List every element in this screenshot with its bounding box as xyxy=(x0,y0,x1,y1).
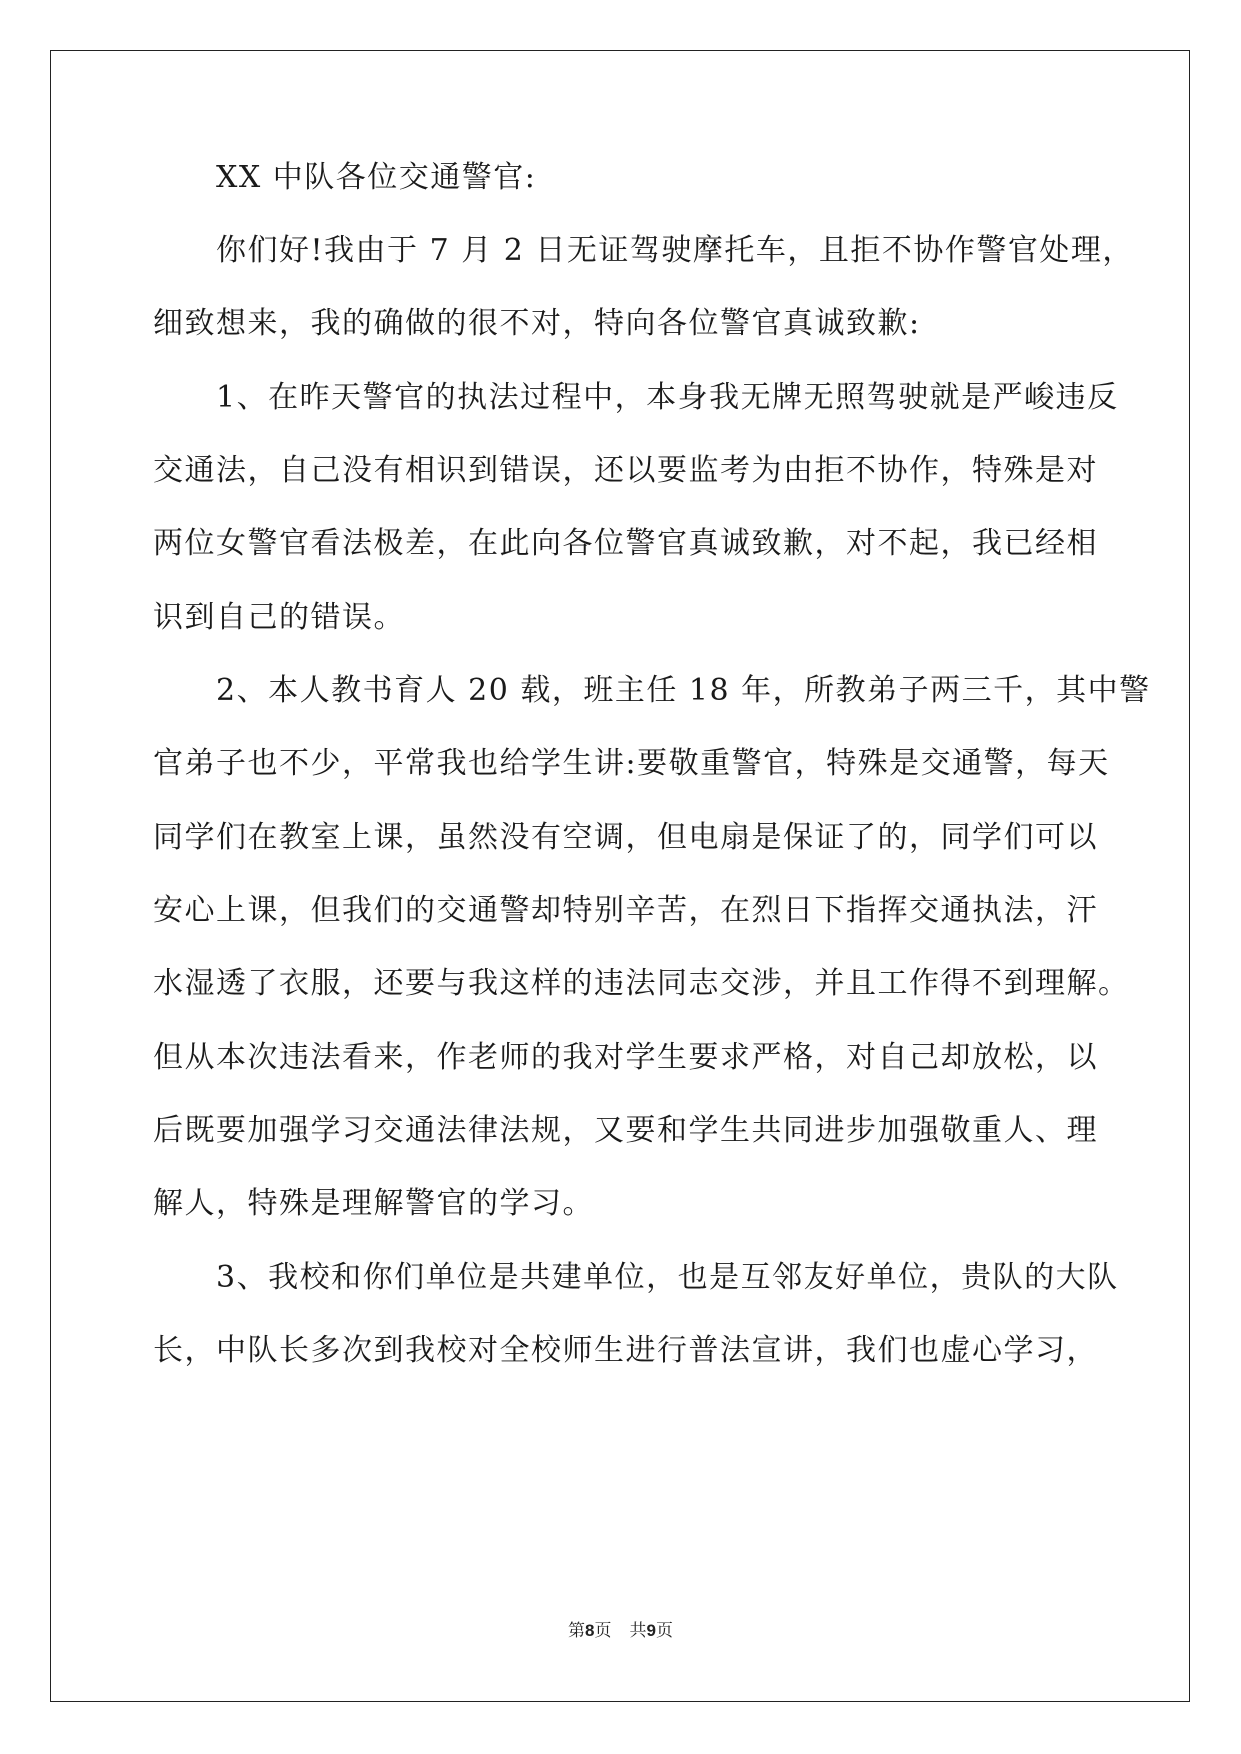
text-line: 两位女警官看法极差，在此向各位警官真诚致歉，对不起，我已经相 xyxy=(153,526,1098,561)
salutation-line: XX 中队各位交通警官: xyxy=(153,160,537,195)
text-line: 后既要加强学习交通法律法规，又要和学生共同进步加强敬重人、理 xyxy=(153,1113,1098,1148)
text-line: 1、在昨天警官的执法过程中，本身我无牌无照驾驶就是严峻违反 xyxy=(153,380,1119,415)
text-line: 细致想来，我的确做的很不对，特向各位警官真诚致歉: xyxy=(153,306,921,341)
text-line: 交通法，自己没有相识到错误，还以要监考为由拒不协作，特殊是对 xyxy=(153,453,1098,488)
text-line: 2、本人教书育人 20 载，班主任 18 年，所教弟子两三千，其中警 xyxy=(153,673,1151,708)
page-prefix: 第 xyxy=(568,1621,586,1641)
text-line: 你们好!我由于 7 月 2 日无证驾驶摩托车，且拒不协作警官处理， xyxy=(153,233,1134,268)
text-line: 官弟子也不少，平常我也给学生讲:要敬重警官，特殊是交通警，每天 xyxy=(153,746,1110,781)
text-line: 同学们在教室上课，虽然没有空调，但电扇是保证了的，同学们可以 xyxy=(153,820,1098,855)
text-line: 安心上课，但我们的交通警却特别辛苦，在烈日下指挥交通执法，汗 xyxy=(153,893,1098,928)
total-prefix: 共 xyxy=(629,1621,647,1641)
text-line: 3、我校和你们单位是共建单位，也是互邻友好单位，贵队的大队 xyxy=(153,1260,1119,1295)
text-line: 识到自己的错误。 xyxy=(153,600,405,635)
page-footer xyxy=(0,1620,1241,1642)
page-current: 8 xyxy=(585,1621,595,1640)
text-line: 长，中队长多次到我校对全校师生进行普法宣讲，我们也虚心学习， xyxy=(153,1333,1098,1368)
total-suffix: 页 xyxy=(655,1621,673,1641)
page-mid: 页 xyxy=(594,1621,612,1641)
text-line: 水湿透了衣服，还要与我这样的违法同志交涉，并且工作得不到理解。 xyxy=(153,966,1130,1001)
page-border xyxy=(50,50,1190,1702)
text-line: 但从本次违法看来，作老师的我对学生要求严格，对自己却放松，以 xyxy=(153,1040,1098,1075)
text-line: 解人，特殊是理解警官的学习。 xyxy=(153,1186,594,1221)
page-total: 9 xyxy=(646,1621,656,1640)
